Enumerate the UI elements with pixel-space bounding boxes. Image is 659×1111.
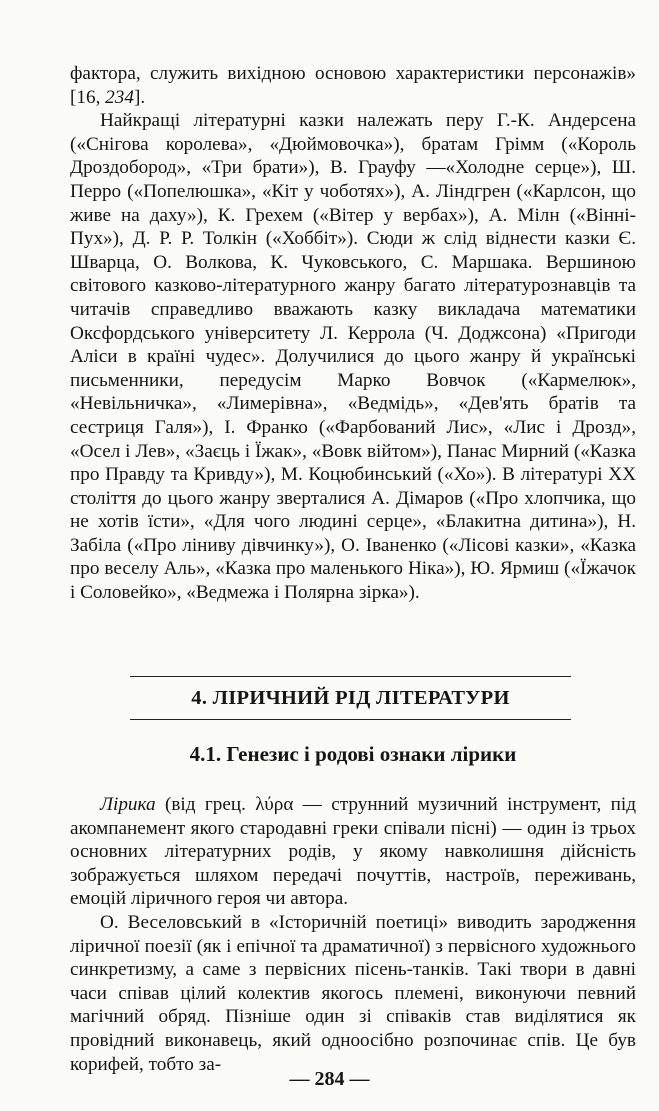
page-number: — 284 — [289, 1068, 370, 1090]
continuation-paragraph [70, 62, 636, 109]
section-heading-box [130, 676, 571, 720]
lyric-definition-paragraph [70, 793, 636, 911]
top-text-block [70, 62, 636, 605]
subsection-heading: 4.1. Генезис і родові ознаки лірики [189, 742, 517, 766]
continuation-end: ]. [133, 86, 146, 108]
section-heading: 4. ЛІРИЧНИЙ РІД ЛІТЕРАТУРИ [191, 687, 510, 709]
subsection-heading-box [70, 742, 636, 767]
definition-text: (від грец. λύρα — струнний музичний інструмент, під акомпанемент якого стародавні греки співали пісні) — один із трьох основних літературних родів, у якому навколишня дійсність зображується шляхом передачі почуттів, настроїв, переживань, емоцій ліричного героя чи автора. [70, 794, 636, 910]
reference-page: 234 [105, 86, 134, 108]
lyric-text-block [70, 793, 636, 1076]
veselovsky-paragraph: О. Веселовський в «Історичній поетиці» виводить зародження ліричної поезії (як і епічної та драматичної) з первісного художнього синкретизму, а саме з первісних пісень-танків. Такі твори в давні часи співав цілий колектив якогось племені, виконуючи певний магічний обряд. Пізніше один зі співаків став виділятися як провідний виконавець, який одноосібно розпочинає спів. Це був корифей, тобто за- [70, 911, 636, 1075]
continuation-text: фактора, служить вихідною основою характеристики персонажів» [16, [70, 63, 636, 108]
fairy-tales-paragraph: Найкращі літературні казки належать перу Г.-К. Андерсена («Снігова королева», «Дюймовочка»), братам Грімм («Король Дроздобород», «Три брати»), В. Грауфу —«Холодне серце»), Ш. Перро («Попелюшка», «Кіт у чоботях»), А. Ліндгрен («Карлсон, що живе на даху»), К. Грехем («Вітер у вербах»), А. Мілн («Вінні-Пух»), Д. Р. Р. Толкін («Хоббіт»). Сюди ж слід віднести казки Є. Шварца, О. Волкова, К. Чуковського, С. Маршака. Вершиною світового казково-літературного жанру багато літературознавців та читачів справедливо вважають казку викладача математики Оксфордського університету Л. Керрола (Ч. Доджсона) «Пригоди Аліси в країні чудес». Долучилися до цього жанру й українські письменники, передусім Марко Вовчок («Кармелюк», «Невільничка», «Лимерівна», «Ведмідь», «Дев'ять братів та сестриця Галя»), І. Франко («Фарбований Лис», «Лис і Дрозд», «Осел і Лев», «Заєць і Їжак», «Вовк війтом»), Панас Мирний («Казка про Правду та Кривду»), М. Коцюбинський («Хо»). В літературі XX століття до цього жанру зверталися А. Дімаров («Про хлопчика, що не хотів їсти», «Для чого людині серце», «Блакитна дитина»), Н. Забіла («Про ліниву дівчинку»), О. Іваненко («Лісові казки», «Казка про веселу Аль», «Казка про маленького Ніка»), Ю. Ярмиш («Їжачок і Соловейко», «Ведмежа і Полярна зірка»). [70, 110, 636, 604]
term-lyric: Лірика [100, 794, 156, 815]
